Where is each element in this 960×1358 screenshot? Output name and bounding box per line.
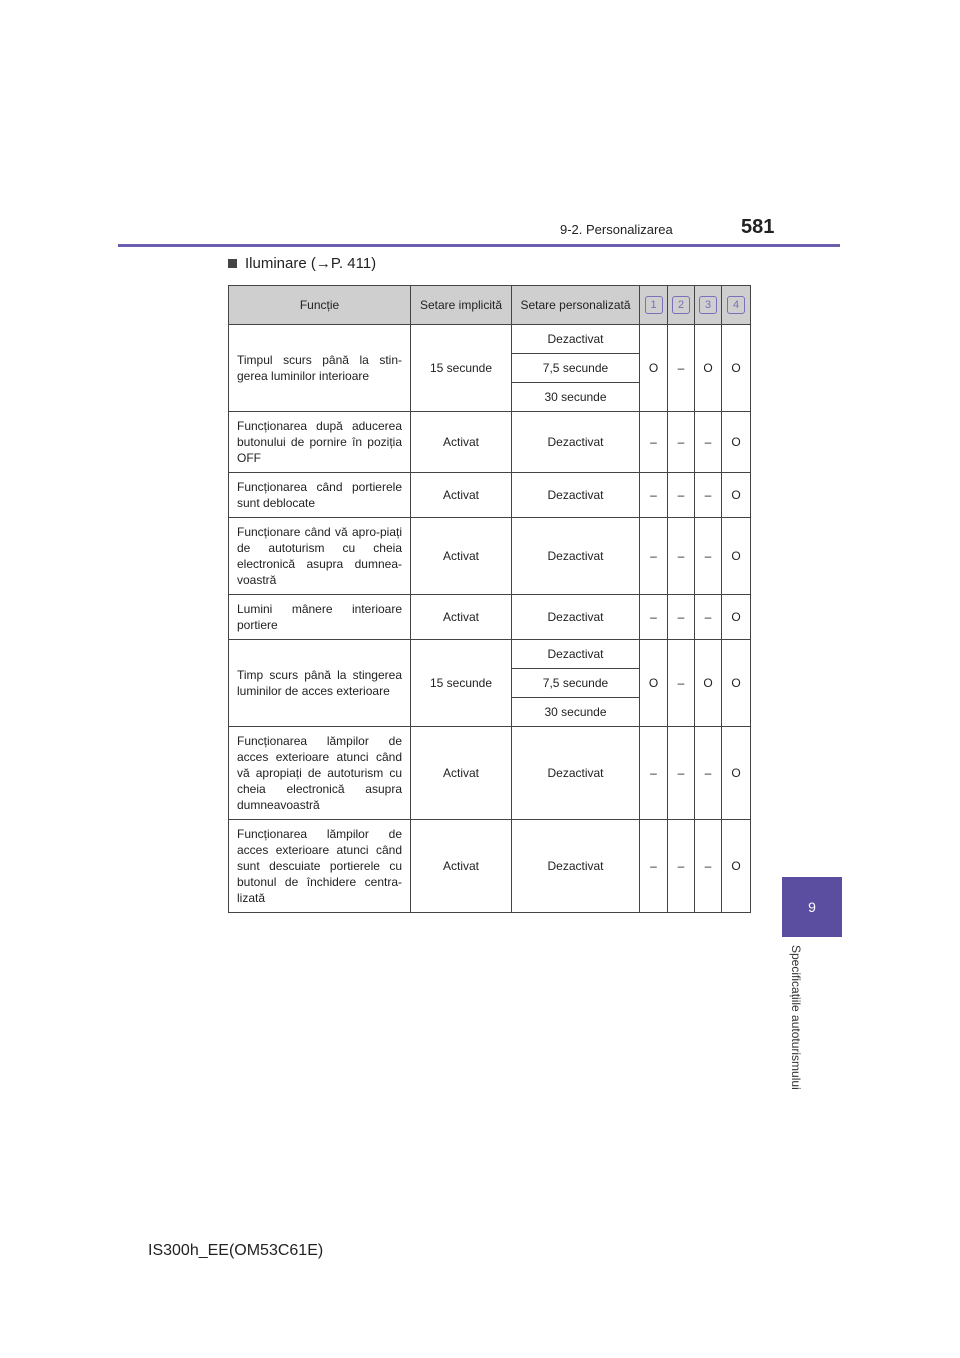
custom-cell: Dezactivat [512, 820, 640, 913]
mark-cell: O [722, 325, 751, 412]
mark-cell: – [640, 595, 668, 640]
mark-cell: – [640, 727, 668, 820]
custom-cell: Dezactivat [512, 473, 640, 518]
mark-cell: – [695, 518, 722, 595]
settings-table [228, 285, 751, 913]
square-bullet-icon [228, 259, 237, 268]
mark-cell: O [695, 325, 722, 412]
badge-4-icon: 4 [727, 296, 745, 314]
default-cell: 15 secunde [411, 325, 512, 412]
badge-3-icon: 3 [699, 296, 717, 314]
table-row [229, 325, 751, 354]
header-default: Setare implicită [411, 286, 512, 325]
header-function: Funcție [229, 286, 411, 325]
mark-cell: O [722, 518, 751, 595]
mark-cell: – [640, 820, 668, 913]
mark-cell: – [695, 820, 722, 913]
function-cell: Timpul scurs până la stin-gerea luminilor interioare [229, 325, 411, 412]
mark-cell: – [695, 412, 722, 473]
section-title-text: Iluminare (→P. 411) [245, 255, 377, 272]
mark-cell: – [640, 412, 668, 473]
custom-cell: Dezactivat [512, 640, 640, 669]
custom-cell: Dezactivat [512, 325, 640, 354]
table-row [229, 727, 751, 820]
default-cell: Activat [411, 595, 512, 640]
function-cell: Funcționarea după aducerea butonului de pornire în poziția OFF [229, 412, 411, 473]
mark-cell: – [668, 820, 695, 913]
table-row [229, 595, 751, 640]
mark-cell: – [695, 727, 722, 820]
header-custom: Setare personalizată [512, 286, 640, 325]
table-row [229, 640, 751, 669]
function-cell: Funcționarea când portierele sunt deblocate [229, 473, 411, 518]
function-cell: Timp scurs până la stingerea luminilor de acces exterioare [229, 640, 411, 727]
custom-cell: 30 secunde [512, 698, 640, 727]
mark-cell: – [640, 518, 668, 595]
mark-cell: O [640, 640, 668, 727]
mark-cell: – [668, 595, 695, 640]
default-cell: Activat [411, 727, 512, 820]
mark-cell: – [668, 518, 695, 595]
default-cell: 15 secunde [411, 640, 512, 727]
custom-cell: Dezactivat [512, 518, 640, 595]
mark-cell: O [722, 727, 751, 820]
section-title [228, 255, 376, 272]
custom-cell: 7,5 secunde [512, 354, 640, 383]
mark-cell: O [695, 640, 722, 727]
chapter-tab[interactable] [782, 877, 842, 937]
table-header-row [229, 286, 751, 325]
section-header: 9-2. Personalizarea [560, 222, 673, 237]
mark-cell: – [640, 473, 668, 518]
custom-cell: 30 secunde [512, 383, 640, 412]
custom-cell: 7,5 secunde [512, 669, 640, 698]
default-cell: Activat [411, 473, 512, 518]
mark-cell: – [668, 412, 695, 473]
header-rule [118, 244, 840, 247]
mark-cell: O [640, 325, 668, 412]
mark-cell: O [722, 640, 751, 727]
mark-cell: – [695, 595, 722, 640]
function-cell: Funcționarea lămpilor de acces exterioare atunci când vă apropiați de autoturism cu cheia electronică asupra dumneavoastră [229, 727, 411, 820]
mark-cell: – [668, 640, 695, 727]
mark-cell: – [695, 473, 722, 518]
table-row [229, 473, 751, 518]
table-row [229, 518, 751, 595]
custom-cell: Dezactivat [512, 595, 640, 640]
mark-cell: – [668, 473, 695, 518]
custom-cell: Dezactivat [512, 727, 640, 820]
mark-cell: – [668, 325, 695, 412]
badge-2-icon: 2 [672, 296, 690, 314]
badge-1-icon: 1 [645, 296, 663, 314]
default-cell: Activat [411, 412, 512, 473]
chapter-label: Specificațiile autoturismului [789, 945, 803, 1090]
chapter-number: 9 [808, 899, 816, 915]
default-cell: Activat [411, 518, 512, 595]
mark-cell: O [722, 473, 751, 518]
function-cell: Funcționarea lămpilor de acces exterioare atunci când sunt descuiate portierele cu butonul de închidere centra-lizată [229, 820, 411, 913]
table-row [229, 820, 751, 913]
mark-cell: O [722, 820, 751, 913]
default-cell: Activat [411, 820, 512, 913]
function-cell: Lumini mânere interioare portiere [229, 595, 411, 640]
custom-cell: Dezactivat [512, 412, 640, 473]
mark-cell: – [668, 727, 695, 820]
mark-cell: O [722, 412, 751, 473]
page-number: 581 [741, 216, 775, 238]
footer-model: IS300h_EE(OM53C61E) [148, 1242, 324, 1259]
function-cell: Funcționare când vă apro-piați de autoturism cu cheia electronică asupra dumnea-voastră [229, 518, 411, 595]
table-row [229, 412, 751, 473]
mark-cell: O [722, 595, 751, 640]
